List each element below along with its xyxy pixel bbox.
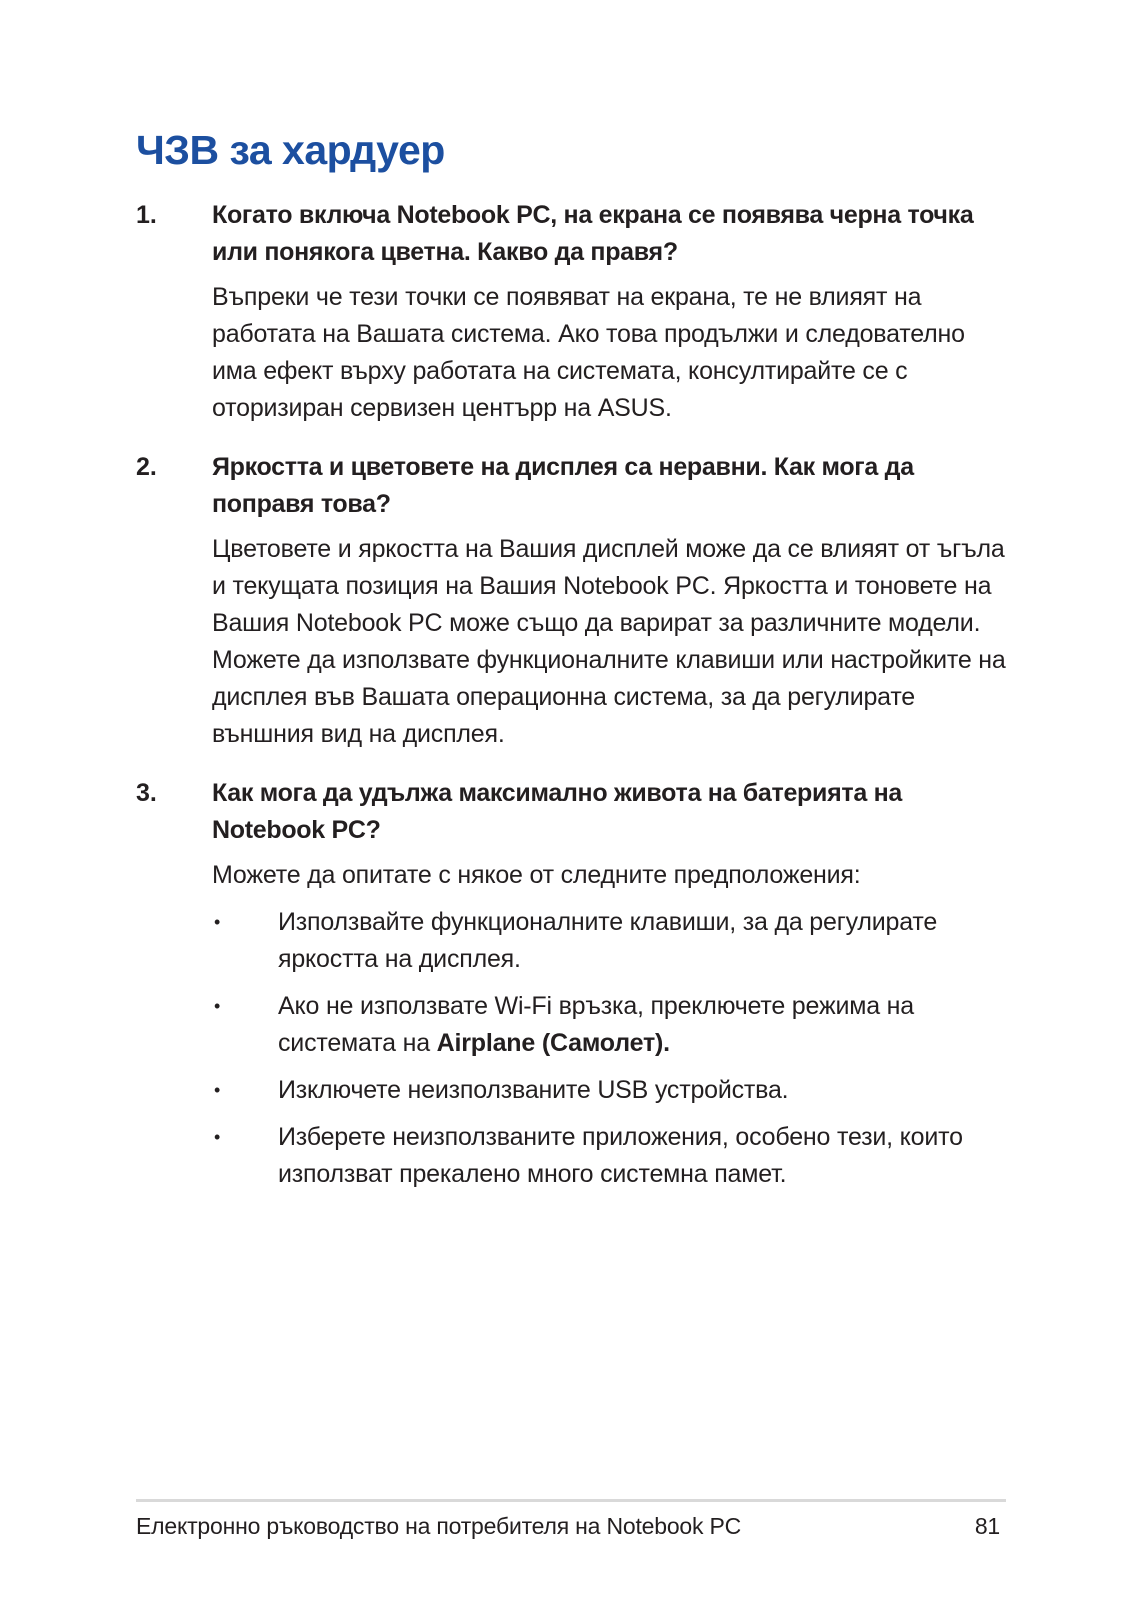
airplane-mode-label: Airplane (Самолет). (436, 1029, 670, 1058)
list-item-text: Изберете неизползваните приложения, особено тези, които използват прекалено много системна памет. (278, 1123, 963, 1189)
page-title: ЧЗВ за хардуер (136, 127, 445, 173)
list-item (212, 1072, 1006, 1109)
faq-item-2 (136, 449, 1006, 753)
list-item-text: Изключете неизползваните USB устройства. (278, 1076, 789, 1105)
question-row (136, 197, 1006, 271)
page-number: 81 (974, 1513, 1000, 1539)
question-text: Когато включа Notebook PC, на екрана се появява черна точка или понякога цветна. Какво да правя? (212, 201, 974, 267)
bullet-icon: • (214, 912, 221, 933)
page-content (136, 128, 1006, 1215)
footer-text: Електронно ръководство на потребителя на Notebook PC (136, 1513, 742, 1539)
answer (212, 857, 1006, 1193)
question-row (136, 449, 1006, 523)
answer-text: Цветовете и яркостта на Вашия дисплей може да се влияят от ъгъла и текущата позиция на Вашия Notebook PC. Яркостта и тоновете на Вашия Notebook PC може също да варират за различните модели. Можете да използвате функционалните клавиши или настройките на дисплея във Вашата операционна система, за да регулирате външния вид на дисплея. (212, 535, 1006, 749)
question-row (136, 775, 1006, 849)
faq-item-3 (136, 775, 1006, 1193)
list-item (212, 904, 1006, 978)
answer (212, 279, 1006, 427)
footer-divider (136, 1499, 1006, 1502)
faq-item-1 (136, 197, 1006, 427)
answer (212, 531, 1006, 753)
list-item (212, 988, 1006, 1062)
bullet-icon: • (214, 1127, 221, 1148)
question-number: 3. (136, 779, 157, 808)
question-text: Яркостта и цветовете на дисплея са неравни. Как мога да поправя това? (212, 453, 914, 519)
bullet-icon: • (214, 996, 221, 1017)
tips-list (212, 904, 1006, 1193)
list-item-text-regular: Ако не използвате Wi-Fi връзка, преключете режима на системата на (278, 992, 914, 1058)
page-footer (136, 1510, 1006, 1542)
list-item-text (278, 988, 1006, 1062)
question-number: 1. (136, 201, 157, 230)
question-number: 2. (136, 453, 157, 482)
list-item (212, 1119, 1006, 1193)
bullet-icon: • (214, 1080, 221, 1101)
question-text: Как мога да удължа максимално живота на батерията на Notebook PC? (212, 779, 902, 845)
answer-text: Можете да опитате с някое от следните предположения: (212, 861, 861, 890)
answer-text: Въпреки че тези точки се появяват на екрана, те не влияят на работата на Вашата система. Ако това продължи и следователно има ефект върху работата на системата, консултирайте се с оторизиран сервизен центърр на ASUS. (212, 283, 965, 423)
list-item-text: Използвайте функционалните клавиши, за да регулирате яркостта на дисплея. (278, 908, 938, 974)
